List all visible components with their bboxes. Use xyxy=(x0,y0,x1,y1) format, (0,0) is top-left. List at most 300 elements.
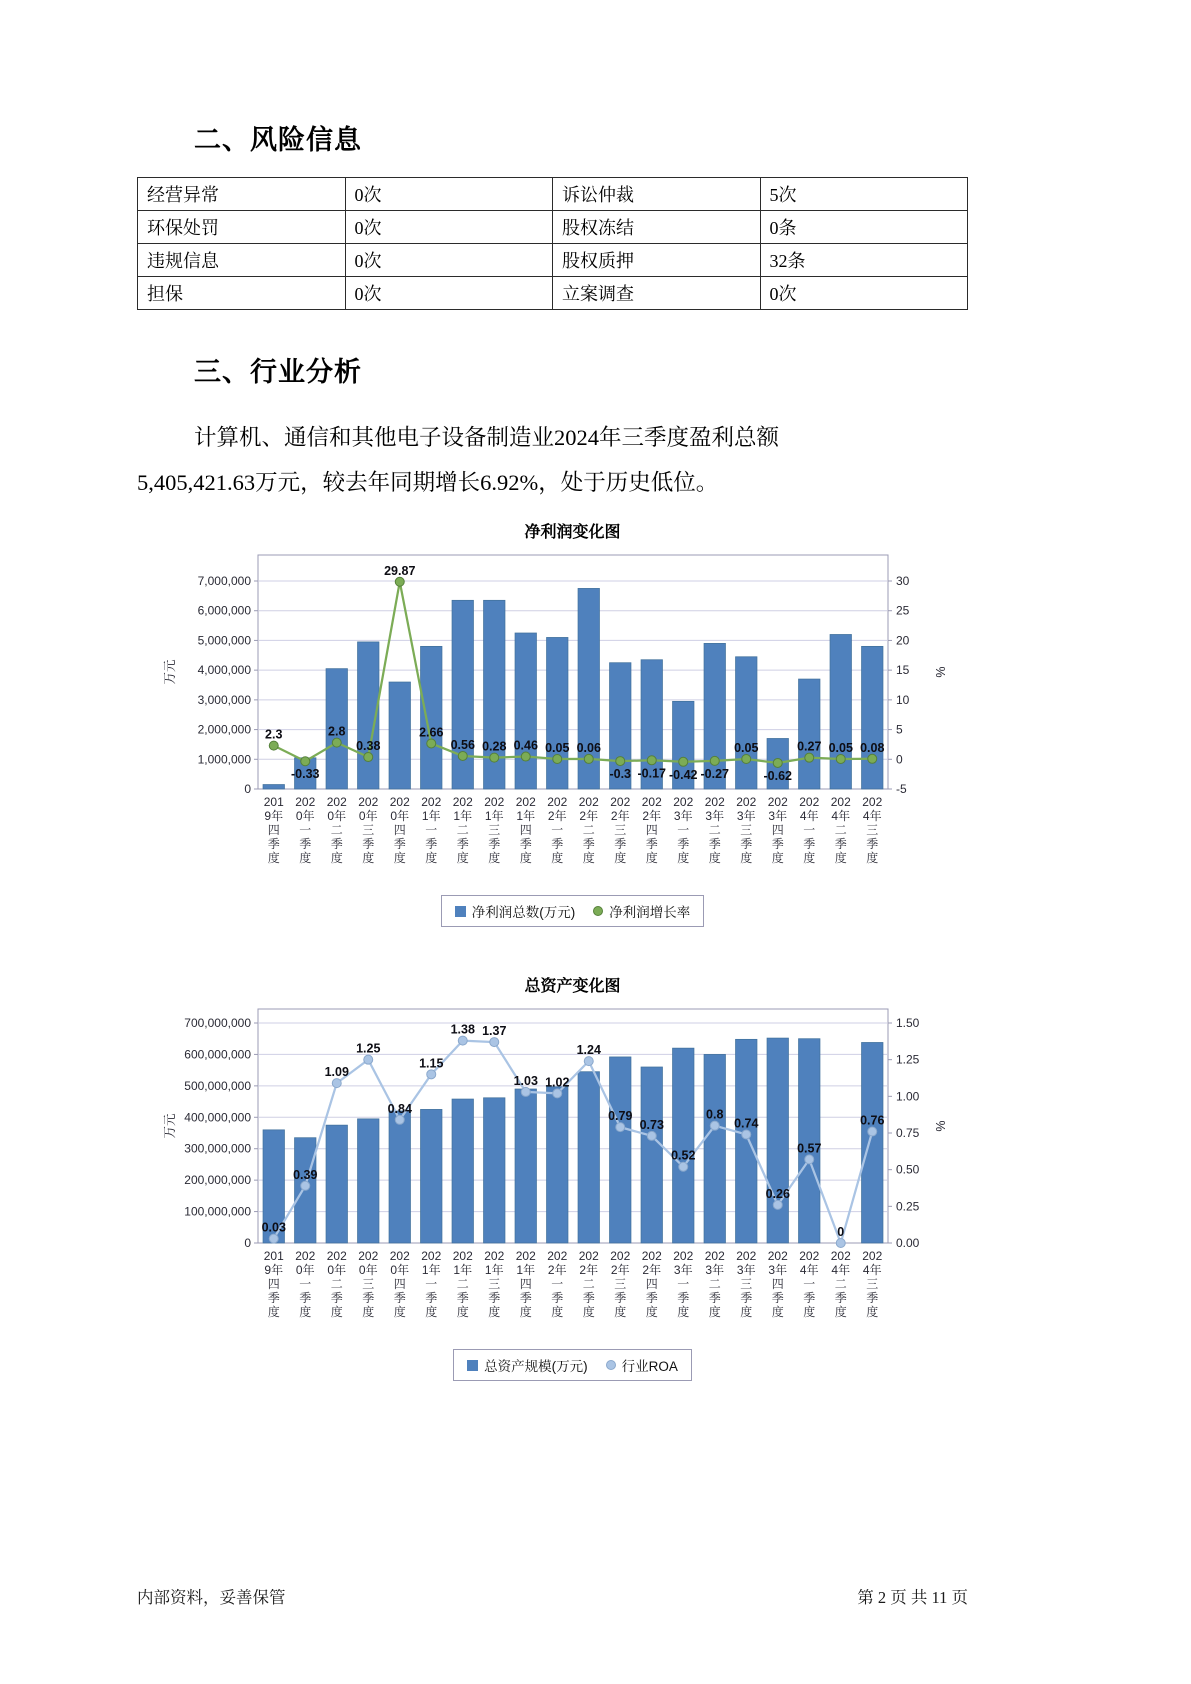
right-axis-title: % xyxy=(932,1120,947,1132)
data-point-label: 0.52 xyxy=(670,1148,695,1163)
y2-axis-tick-label: 30 xyxy=(895,574,909,588)
x-axis-label: 度 xyxy=(267,1305,280,1319)
x-axis-label: 4年 xyxy=(830,809,850,823)
data-point-label: 0.26 xyxy=(765,1186,790,1201)
chart-legend xyxy=(158,1349,948,1381)
legend-label: 净利润总数(万元) xyxy=(471,905,576,920)
bar xyxy=(578,1072,599,1243)
x-axis-label: 度 xyxy=(424,851,437,865)
x-axis-label: 度 xyxy=(771,851,784,865)
x-axis-label: 度 xyxy=(708,1305,721,1319)
bar xyxy=(483,1098,504,1243)
data-point-marker xyxy=(836,754,845,763)
x-axis-label: 度 xyxy=(582,851,595,865)
x-axis-label: 0年 xyxy=(295,1263,315,1277)
x-axis-label: 季 xyxy=(330,837,343,851)
legend-label: 总资产规模(万元) xyxy=(484,1359,588,1374)
x-axis-label: 季 xyxy=(330,1291,343,1305)
bar xyxy=(263,785,284,789)
x-axis-label: 4年 xyxy=(830,1263,850,1277)
y2-axis-tick-label: 15 xyxy=(895,663,909,678)
data-point-label: 0.79 xyxy=(607,1109,632,1124)
bar xyxy=(515,1089,536,1243)
x-axis-label: 季 xyxy=(708,837,721,851)
y-axis-tick-label: 300,000,000 xyxy=(183,1141,251,1156)
industry-paragraph xyxy=(137,415,968,505)
x-axis-label: 202 xyxy=(483,795,504,809)
y-axis-tick-label: 400,000,000 xyxy=(183,1110,251,1125)
x-axis-label: 二 xyxy=(456,823,469,837)
data-point-label: -0.17 xyxy=(637,766,666,781)
footer-page-number: 第 2 页 共 11 页 xyxy=(857,1588,968,1607)
x-axis-label: 三 xyxy=(487,823,500,837)
bar xyxy=(389,682,410,789)
x-axis-label: 202 xyxy=(452,1249,473,1263)
y2-axis-tick-label: 1.00 xyxy=(895,1089,919,1104)
data-point-label: 2.8 xyxy=(327,724,345,739)
data-point-label: 0.28 xyxy=(481,739,506,754)
legend-item-line-series xyxy=(593,901,690,921)
x-axis-label: 季 xyxy=(267,837,280,851)
x-axis-label: 季 xyxy=(676,837,689,851)
x-axis-label: 季 xyxy=(739,837,752,851)
data-point-label: 0.06 xyxy=(576,740,601,755)
bar xyxy=(420,1109,441,1243)
bar xyxy=(704,1054,725,1243)
x-axis-label: 三 xyxy=(361,823,374,837)
x-axis-label: 二 xyxy=(582,1277,595,1291)
bar-swatch-icon xyxy=(455,906,466,917)
line-marker-icon xyxy=(606,1360,616,1370)
x-axis-label: 202 xyxy=(389,1249,410,1263)
x-axis-label: 四 xyxy=(519,823,532,837)
y-axis-tick-label: 4,000,000 xyxy=(197,663,251,678)
data-point-label: 1.09 xyxy=(324,1065,349,1080)
x-axis-label: 202 xyxy=(641,795,662,809)
bar-swatch-icon xyxy=(467,1360,478,1371)
x-axis-label: 一 xyxy=(550,1277,563,1291)
y2-axis-tick-label: 0 xyxy=(895,752,903,767)
x-axis-label: 三 xyxy=(739,1277,752,1291)
data-point-marker xyxy=(647,756,656,765)
data-point-marker xyxy=(804,753,813,762)
x-axis-label: 二 xyxy=(834,1277,847,1291)
legend-item-line-series xyxy=(606,1355,678,1375)
x-axis-label: 202 xyxy=(767,795,788,809)
x-axis-label: 202 xyxy=(326,795,347,809)
x-axis-label: 1年 xyxy=(484,1263,504,1277)
y-axis-tick-label: 2,000,000 xyxy=(197,722,251,737)
data-point-marker xyxy=(521,752,530,761)
x-axis-label: 二 xyxy=(330,823,343,837)
x-axis-label: 度 xyxy=(519,851,532,865)
x-axis-label: 202 xyxy=(515,1249,536,1263)
data-point-label: 0.03 xyxy=(261,1220,286,1235)
data-point-label: 1.24 xyxy=(576,1043,601,1058)
table-row xyxy=(138,244,968,277)
x-axis-label: 4年 xyxy=(799,1263,819,1277)
x-axis-label: 三 xyxy=(865,1277,878,1291)
risk-metric-label: 股权冻结 xyxy=(553,211,761,244)
x-axis-label: 季 xyxy=(424,837,437,851)
data-point-marker xyxy=(552,754,561,763)
data-point-marker xyxy=(458,751,467,760)
data-point-label: -0.33 xyxy=(290,767,319,782)
x-axis-label: 季 xyxy=(613,1291,626,1305)
x-axis-label: 度 xyxy=(393,851,406,865)
x-axis-label: 度 xyxy=(834,851,847,865)
data-point-label: 2.66 xyxy=(418,725,443,740)
x-axis-label: 度 xyxy=(361,851,374,865)
data-point-label: 0.38 xyxy=(355,739,380,754)
x-axis-label: 202 xyxy=(515,795,536,809)
x-axis-label: 202 xyxy=(357,1249,378,1263)
x-axis-label: 季 xyxy=(361,837,374,851)
x-axis-label: 3年 xyxy=(767,1263,787,1277)
x-axis-label: 季 xyxy=(645,837,658,851)
x-axis-label: 0年 xyxy=(358,809,378,823)
table-row xyxy=(138,211,968,244)
x-axis-label: 202 xyxy=(735,795,756,809)
data-point-marker xyxy=(867,754,876,763)
data-point-marker xyxy=(647,1131,656,1140)
x-axis-label: 二 xyxy=(708,1277,721,1291)
x-axis-label: 季 xyxy=(645,1291,658,1305)
data-point-marker xyxy=(773,1200,782,1209)
plot-area xyxy=(258,1009,888,1243)
data-point-marker xyxy=(584,1057,593,1066)
risk-metric-label: 立案调查 xyxy=(553,277,761,310)
right-axis-title: % xyxy=(932,666,947,678)
data-point-marker xyxy=(489,753,498,762)
x-axis-label: 二 xyxy=(582,823,595,837)
data-point-marker xyxy=(395,1115,404,1124)
x-axis-label: 季 xyxy=(487,1291,500,1305)
x-axis-label: 2年 xyxy=(610,1263,630,1277)
x-axis-label: 度 xyxy=(676,1305,689,1319)
data-point-label: 0.39 xyxy=(292,1167,317,1182)
x-axis-label: 季 xyxy=(550,837,563,851)
x-axis-label: 度 xyxy=(456,1305,469,1319)
x-axis-label: 度 xyxy=(739,1305,752,1319)
x-axis-label: 季 xyxy=(298,1291,311,1305)
data-point-label: 0.27 xyxy=(796,739,821,754)
x-axis-label: 四 xyxy=(645,1277,658,1291)
x-axis-label: 202 xyxy=(326,1249,347,1263)
x-axis-label: 三 xyxy=(613,1277,626,1291)
y-axis-tick-label: 100,000,000 xyxy=(183,1204,251,1219)
data-point-label: -0.27 xyxy=(700,766,729,781)
x-axis-label: 二 xyxy=(456,1277,469,1291)
x-axis-label: 季 xyxy=(771,1291,784,1305)
data-point-marker xyxy=(332,1079,341,1088)
x-axis-label: 一 xyxy=(550,823,563,837)
risk-metric-label: 股权质押 xyxy=(553,244,761,277)
bar xyxy=(735,657,756,789)
x-axis-label: 一 xyxy=(676,1277,689,1291)
data-point-marker xyxy=(363,1055,372,1064)
x-axis-label: 度 xyxy=(676,851,689,865)
chart-legend xyxy=(158,895,948,927)
paragraph-line: 5,405,421.63万元，较去年同期增长6.92%，处于历史低位。 xyxy=(137,470,719,495)
y2-axis-tick-label: 20 xyxy=(895,633,909,648)
risk-metric-value: 0次 xyxy=(345,244,553,277)
x-axis-label: 1年 xyxy=(421,1263,441,1277)
y2-axis-tick-label: 10 xyxy=(895,692,909,707)
y-axis-tick-label: 6,000,000 xyxy=(197,603,251,618)
table-row xyxy=(138,178,968,211)
data-point-label: -0.3 xyxy=(608,767,631,782)
x-axis-label: 季 xyxy=(771,837,784,851)
x-axis-label: 三 xyxy=(865,823,878,837)
x-axis-label: 度 xyxy=(298,851,311,865)
x-axis-label: 2年 xyxy=(578,1263,598,1277)
risk-metric-value: 0次 xyxy=(760,277,968,310)
risk-metric-value: 0次 xyxy=(345,277,553,310)
x-axis-label: 季 xyxy=(267,1291,280,1305)
x-axis-label: 202 xyxy=(672,1249,693,1263)
y2-axis-tick-label: 0.75 xyxy=(895,1126,919,1140)
x-axis-label: 202 xyxy=(389,795,410,809)
x-axis-label: 4年 xyxy=(862,809,882,823)
bar xyxy=(861,646,882,789)
x-axis-label: 202 xyxy=(578,795,599,809)
x-axis-label: 度 xyxy=(330,851,343,865)
x-axis-label: 202 xyxy=(546,795,567,809)
legend-label: 行业ROA xyxy=(621,1359,678,1374)
x-axis-label: 度 xyxy=(771,1305,784,1319)
x-axis-label: 2年 xyxy=(547,809,567,823)
bar xyxy=(546,637,567,789)
x-axis-label: 季 xyxy=(393,1291,406,1305)
y-axis-tick-label: 1,000,000 xyxy=(197,752,251,767)
bar xyxy=(641,1067,662,1243)
data-point-label: 0 xyxy=(836,1225,844,1239)
x-axis-label: 度 xyxy=(519,1305,532,1319)
chart-title: 总资产变化图 xyxy=(524,978,621,995)
x-axis-label: 度 xyxy=(424,1305,437,1319)
x-axis-label: 3年 xyxy=(736,809,756,823)
bar xyxy=(357,1119,378,1243)
data-point-marker xyxy=(678,757,687,766)
x-axis-label: 1年 xyxy=(515,1263,535,1277)
data-point-label: 0.8 xyxy=(705,1107,723,1122)
x-axis-label: 三 xyxy=(613,823,626,837)
x-axis-label: 2年 xyxy=(641,1263,661,1277)
data-point-label: 1.25 xyxy=(355,1041,380,1056)
x-axis-label: 度 xyxy=(487,851,500,865)
x-axis-label: 0年 xyxy=(326,809,346,823)
data-point-label: 0.73 xyxy=(639,1117,664,1132)
data-point-label: 0.46 xyxy=(513,738,538,753)
data-point-marker xyxy=(332,738,341,747)
bar xyxy=(861,1042,882,1243)
x-axis-label: 三 xyxy=(739,823,752,837)
x-axis-label: 202 xyxy=(420,1249,441,1263)
x-axis-label: 3年 xyxy=(704,1263,724,1277)
data-point-label: 0.84 xyxy=(387,1101,412,1116)
data-point-label: 1.37 xyxy=(481,1024,506,1039)
page-footer xyxy=(137,1584,968,1608)
x-axis-label: 201 xyxy=(263,795,284,809)
total-assets-chart-canvas xyxy=(158,1001,948,1347)
net-profit-chart-canvas xyxy=(158,547,948,893)
bar xyxy=(798,679,819,789)
x-axis-label: 度 xyxy=(613,1305,626,1319)
data-point-marker xyxy=(615,1123,624,1132)
x-axis-label: 二 xyxy=(330,1277,343,1291)
y-axis-tick-label: 600,000,000 xyxy=(183,1047,251,1062)
x-axis-label: 0年 xyxy=(358,1263,378,1277)
data-point-marker xyxy=(773,758,782,767)
bar xyxy=(672,1048,693,1243)
x-axis-label: 季 xyxy=(739,1291,752,1305)
risk-metric-value: 32条 xyxy=(760,244,968,277)
x-axis-label: 度 xyxy=(393,1305,406,1319)
x-axis-label: 度 xyxy=(487,1305,500,1319)
data-point-marker xyxy=(804,1155,813,1164)
data-point-label: 0.56 xyxy=(450,737,475,752)
y-axis-tick-label: 0 xyxy=(243,782,251,796)
data-point-marker xyxy=(678,1162,687,1171)
x-axis-label: 201 xyxy=(263,1249,284,1263)
total-assets-chart xyxy=(158,973,948,1381)
bar xyxy=(452,1099,473,1243)
x-axis-label: 季 xyxy=(519,1291,532,1305)
risk-metric-label: 经营异常 xyxy=(138,178,346,211)
data-point-label: 0.05 xyxy=(733,740,758,755)
y2-axis-tick-label: 25 xyxy=(895,603,909,618)
data-point-label: 2.3 xyxy=(264,727,282,742)
data-point-label: 0.57 xyxy=(796,1141,821,1156)
x-axis-label: 202 xyxy=(294,795,315,809)
x-axis-label: 202 xyxy=(609,795,630,809)
data-point-marker xyxy=(521,1087,530,1096)
bar xyxy=(609,1057,630,1243)
x-axis-label: 一 xyxy=(676,823,689,837)
x-axis-label: 202 xyxy=(609,1249,630,1263)
bar xyxy=(767,1038,788,1243)
data-point-marker xyxy=(489,1038,498,1047)
x-axis-label: 202 xyxy=(452,795,473,809)
footer-confidential-text: 内部资料，妥善保管 xyxy=(137,1588,286,1607)
paragraph-line: 计算机、通信和其他电子设备制造业2024年三季度盈利总额 xyxy=(194,425,780,450)
x-axis-label: 季 xyxy=(834,837,847,851)
x-axis-label: 四 xyxy=(393,823,406,837)
x-axis-label: 季 xyxy=(550,1291,563,1305)
x-axis-label: 度 xyxy=(361,1305,374,1319)
y2-axis-tick-label: 1.25 xyxy=(895,1052,919,1067)
x-axis-label: 202 xyxy=(861,795,882,809)
x-axis-label: 度 xyxy=(550,851,563,865)
x-axis-label: 9年 xyxy=(263,809,283,823)
x-axis-label: 季 xyxy=(708,1291,721,1305)
x-axis-label: 季 xyxy=(582,1291,595,1305)
y-axis-tick-label: 200,000,000 xyxy=(183,1173,251,1188)
x-axis-label: 202 xyxy=(798,1249,819,1263)
x-axis-label: 季 xyxy=(834,1291,847,1305)
left-axis-title: 万元 xyxy=(162,659,177,685)
x-axis-label: 3年 xyxy=(736,1263,756,1277)
x-axis-label: 一 xyxy=(424,823,437,837)
x-axis-label: 2年 xyxy=(641,809,661,823)
left-axis-title: 万元 xyxy=(162,1113,177,1139)
x-axis-label: 3年 xyxy=(673,1263,693,1277)
line-marker-icon xyxy=(593,906,603,916)
data-point-label: 0.05 xyxy=(828,740,853,755)
risk-metric-value: 5次 xyxy=(760,178,968,211)
x-axis-label: 季 xyxy=(613,837,626,851)
y2-axis-tick-label: 0.00 xyxy=(895,1236,919,1250)
data-point-marker xyxy=(426,739,435,748)
x-axis-label: 202 xyxy=(798,795,819,809)
x-axis-label: 202 xyxy=(420,795,441,809)
x-axis-label: 季 xyxy=(802,1291,815,1305)
x-axis-label: 季 xyxy=(519,837,532,851)
bar xyxy=(735,1039,756,1243)
data-point-marker xyxy=(300,1181,309,1190)
y-axis-tick-label: 700,000,000 xyxy=(183,1016,251,1030)
y2-axis-tick-label: 0.25 xyxy=(895,1199,919,1214)
data-point-marker xyxy=(741,1130,750,1139)
x-axis-label: 度 xyxy=(582,1305,595,1319)
x-axis-label: 度 xyxy=(834,1305,847,1319)
data-point-marker xyxy=(552,1089,561,1098)
x-axis-label: 202 xyxy=(735,1249,756,1263)
x-axis-label: 0年 xyxy=(295,809,315,823)
y-axis-tick-label: 5,000,000 xyxy=(197,633,251,648)
risk-metric-value: 0次 xyxy=(345,178,553,211)
x-axis-label: 0年 xyxy=(326,1263,346,1277)
plot-area xyxy=(258,555,888,789)
data-point-marker xyxy=(836,1239,845,1248)
risk-metric-value: 0条 xyxy=(760,211,968,244)
x-axis-label: 202 xyxy=(294,1249,315,1263)
y-axis-tick-label: 500,000,000 xyxy=(183,1078,251,1093)
data-point-label: 0.08 xyxy=(859,740,884,755)
y2-axis-tick-label: 5 xyxy=(895,722,903,737)
data-point-label: 1.03 xyxy=(513,1073,538,1088)
x-axis-label: 1年 xyxy=(484,809,504,823)
y-axis-tick-label: 0 xyxy=(243,1236,251,1250)
x-axis-label: 202 xyxy=(578,1249,599,1263)
x-axis-label: 度 xyxy=(739,851,752,865)
x-axis-label: 度 xyxy=(613,851,626,865)
x-axis-label: 度 xyxy=(550,1305,563,1319)
x-axis-label: 度 xyxy=(802,1305,815,1319)
x-axis-label: 2年 xyxy=(547,1263,567,1277)
x-axis-label: 度 xyxy=(865,851,878,865)
data-point-marker xyxy=(269,741,278,750)
x-axis-label: 度 xyxy=(330,1305,343,1319)
data-point-marker xyxy=(363,753,372,762)
risk-metric-label: 担保 xyxy=(138,277,346,310)
x-axis-label: 1年 xyxy=(452,1263,472,1277)
x-axis-label: 202 xyxy=(483,1249,504,1263)
x-axis-label: 季 xyxy=(456,1291,469,1305)
data-point-label: 0.05 xyxy=(544,740,569,755)
x-axis-label: 2年 xyxy=(610,809,630,823)
x-axis-label: 一 xyxy=(802,1277,815,1291)
x-axis-label: 二 xyxy=(708,823,721,837)
data-point-marker xyxy=(269,1234,278,1243)
bar xyxy=(389,1111,410,1243)
bar xyxy=(420,646,441,789)
x-axis-label: 季 xyxy=(298,837,311,851)
x-axis-label: 二 xyxy=(834,823,847,837)
data-point-label: 29.87 xyxy=(383,563,415,578)
x-axis-label: 度 xyxy=(645,1305,658,1319)
